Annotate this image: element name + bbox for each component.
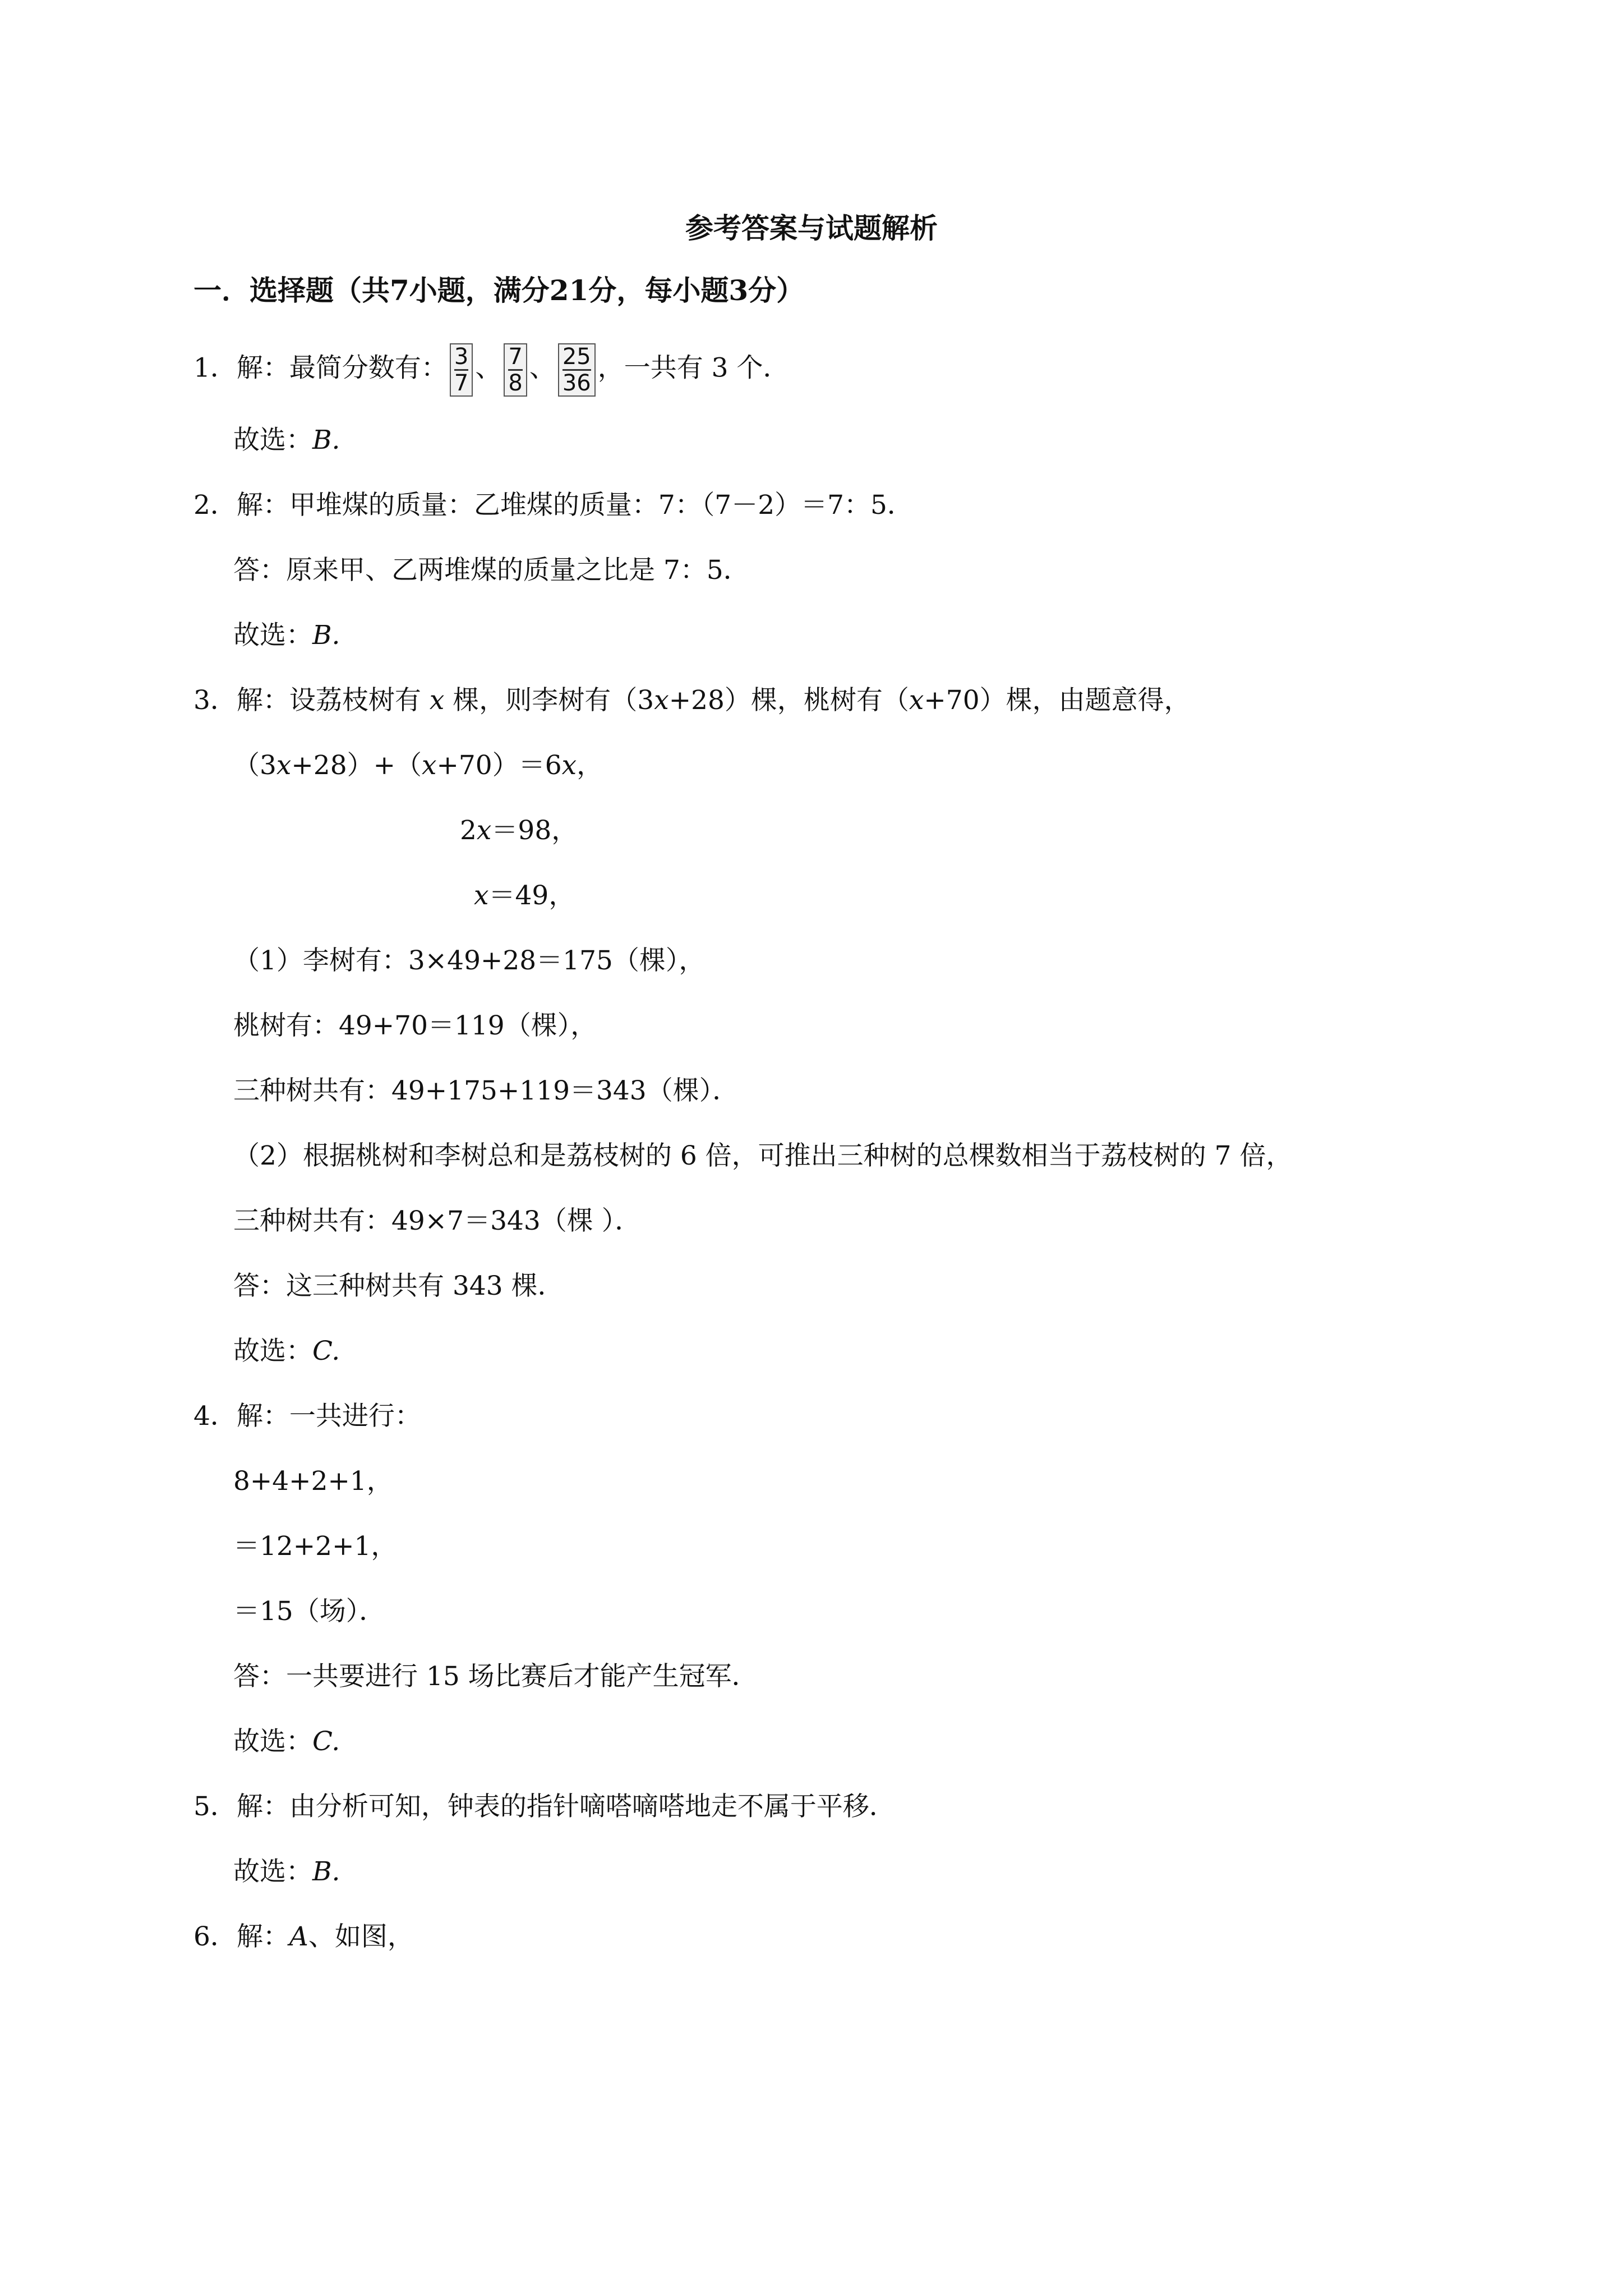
choice-letter: B. <box>312 620 340 651</box>
q3-text: 棵，则李树有（3 <box>444 685 654 716</box>
fraction-3-numerator: 25 <box>562 344 591 370</box>
fraction-3-denominator: 36 <box>562 370 591 396</box>
choice-label: 故选： <box>233 1726 312 1757</box>
q6-prefix: 6．解： <box>193 1921 289 1952</box>
eq-text: （3 <box>233 750 276 781</box>
variable-x: x <box>909 685 924 716</box>
q5-choice <box>233 1852 340 1892</box>
q3-text: +70）棵，由题意得， <box>924 685 1191 716</box>
fraction-separator: 、 <box>475 352 502 384</box>
eq-text: ＝49， <box>488 880 575 911</box>
choice-label: 故选： <box>233 1336 312 1366</box>
choice-label: 故选： <box>233 620 312 651</box>
variable-x: x <box>476 815 492 846</box>
q4-step-3: ＝15（场）． <box>233 1596 386 1627</box>
eq-text: +28）+（ <box>291 750 422 781</box>
q3-step-3: 三种树共有：49+175+119＝343（棵）． <box>233 1075 739 1106</box>
variable-x: x <box>654 685 669 716</box>
eq-text: ＝98， <box>491 815 578 846</box>
q1-line <box>193 343 790 397</box>
q4-line: 4．解：一共进行： <box>193 1401 421 1432</box>
variable-x: x <box>276 750 292 781</box>
choice-label: 故选： <box>233 425 312 455</box>
q4-answer: 答：一共要进行 15 场比赛后才能产生冠军． <box>233 1661 758 1692</box>
choice-label: 故选： <box>233 1856 312 1887</box>
fraction-1-numerator: 3 <box>454 344 469 370</box>
fraction-2 <box>504 343 527 397</box>
fraction-separator: 、 <box>529 352 556 384</box>
choice-letter: C. <box>312 1726 340 1757</box>
eq-text: ， <box>577 750 603 781</box>
q3-step-2: 桃树有：49+70＝119（棵）， <box>233 1010 597 1041</box>
q3-answer: 答：这三种树共有 343 棵． <box>233 1271 564 1301</box>
q5-line: 5．解：由分析可知，钟表的指针嘀嗒嘀嗒地走不属于平移． <box>193 1791 896 1822</box>
q2-choice <box>233 616 340 655</box>
q6-line <box>193 1917 414 1957</box>
variable-x: x <box>561 750 577 781</box>
eq-text: +70）＝6 <box>436 750 562 781</box>
variable-x: x <box>422 750 437 781</box>
q1-suffix: ，一共有 3 个． <box>597 352 790 384</box>
q6-suffix: 、如图， <box>308 1921 414 1952</box>
eq-text: 2 <box>460 815 477 846</box>
q3-step-4: （2）根据桃树和李树总和是荔枝树的 6 倍，可推出三种树的总棵数相当于荔枝树的 7 倍， <box>233 1140 1293 1171</box>
choice-letter: B. <box>312 425 340 455</box>
q4-step-2: ＝12+2+1， <box>233 1531 398 1562</box>
choice-letter: B. <box>312 1856 340 1887</box>
variable-x: x <box>474 880 489 911</box>
q1-choice <box>233 421 340 460</box>
q3-equation-3 <box>474 876 575 915</box>
fraction-2-numerator: 7 <box>508 344 523 370</box>
section-heading: 一．选择题（共7小题，满分21分，每小题3分） <box>193 274 805 307</box>
q4-step-1: 8+4+2+1， <box>233 1466 393 1497</box>
fraction-3 <box>558 343 596 397</box>
q3-step-1: （1）李树有：3×49+28＝175（棵）， <box>233 945 706 976</box>
q3-equation-1 <box>233 746 603 785</box>
q3-choice <box>233 1332 340 1371</box>
fraction-2-denominator: 8 <box>508 370 523 396</box>
variable-x: x <box>429 685 445 716</box>
q4-choice <box>233 1722 340 1761</box>
q3-step-5: 三种树共有：49×7＝343（棵 ）． <box>233 1205 642 1236</box>
fraction-1 <box>450 343 473 397</box>
fraction-1-denominator: 7 <box>454 370 469 396</box>
page-title: 参考答案与试题解析 <box>685 211 938 245</box>
q2-line: 2．解：甲堆煤的质量：乙堆煤的质量：7：（7－2）＝7：5． <box>193 490 914 521</box>
q3-text: +28）棵，桃树有（ <box>668 685 909 716</box>
q3-equation-2 <box>460 811 578 850</box>
q3-line <box>193 681 1191 720</box>
q2-answer: 答：原来甲、乙两堆煤的质量之比是 7：5． <box>233 555 750 586</box>
choice-letter: C. <box>312 1336 340 1366</box>
option-letter: A <box>289 1921 308 1952</box>
q3-text: 3．解：设荔枝树有 <box>193 685 430 716</box>
q1-prefix: 1．解：最简分数有： <box>193 352 448 384</box>
